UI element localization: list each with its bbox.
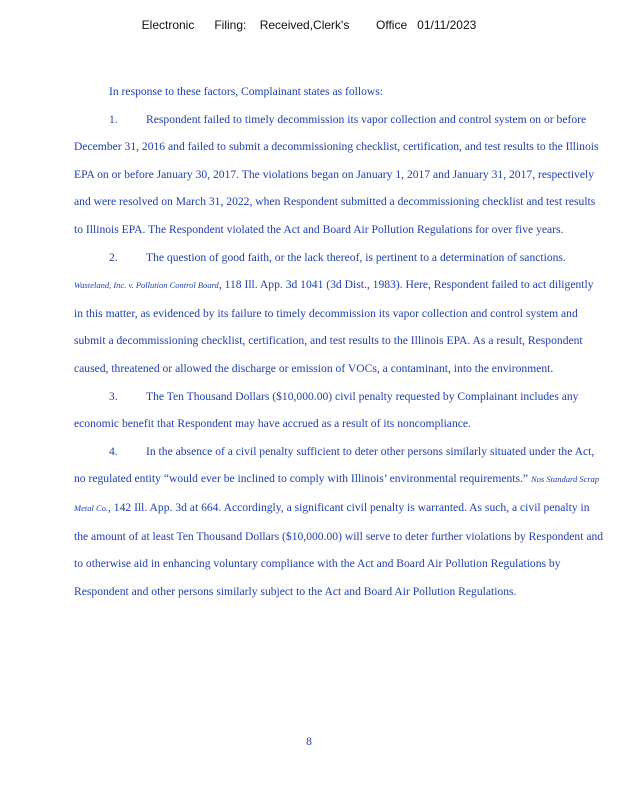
paragraph-4 <box>74 438 604 606</box>
paragraph-number: 2. <box>109 250 118 264</box>
paragraph-1 <box>74 106 604 244</box>
paragraph-3 <box>74 383 604 438</box>
paragraph-text: , 142 Ill. App. 3d at 664. Accordingly, a significant civil penalty is warranted. As such, a civil penalty in the amount of at least Ten Thousand Dollars ($10,000.00) will serve to deter further violations by Respondent and to otherwise aid in enhancing voluntary compliance with the Act and Board Air Pollution Regulations by Respondent and other persons similarly subject to the Act and Board Air Pollution Regulations. <box>74 500 604 598</box>
paragraph-number: 1. <box>109 112 118 126</box>
paragraph-number: 3. <box>109 389 118 403</box>
paragraph-number: 4. <box>109 444 118 458</box>
paragraph-2 <box>74 244 604 383</box>
intro-paragraph: In response to these factors, Complainant states as follows: <box>109 85 384 98</box>
paragraph-text: , 118 Ill. App. 3d 1041 (3d Dist., 1983). Here, Respondent failed to act diligently in this matter, as evidenced by its failure to timely decommission its vapor collection and control system and submit a decommissioning checklist, certification, and test results to the Illinois EPA. As a result, Respondent caused, threatened or allowed the discharge or emission of VOCs, a contaminant, into the environment. <box>74 278 594 375</box>
paragraph-text: Respondent failed to timely decommission its vapor collection and control system on or before December 31, 2016 and failed to submit a decommissioning checklist, certification, and test results to the Illinois EPA on or before January 30, 2017. The violations began on January 1, 2017 and January 31, 2017, respectively and were resolved on March 31, 2022, when Respondent submitted a decommissioning checklist and test results to Illinois EPA. The Respondent violated the Act and Board Air Pollution Regulations for over five years. <box>74 112 599 236</box>
paragraph-text: The Ten Thousand Dollars ($10,000.00) civil penalty requested by Complainant includes any economic benefit that Respondent may have accrued as a result of its noncompliance. <box>74 389 579 431</box>
paragraph-text: In the absence of a civil penalty sufficient to deter other persons similarly situated under the Act, no regulated entity “would ever be inclined to comply with Illinois’ environmental requirements.” <box>74 444 595 486</box>
paragraph-text: The question of good faith, or the lack thereof, is pertinent to a determination of sanctions. <box>146 250 566 264</box>
page-number: 8 <box>306 735 312 748</box>
case-citation: Nos Standard Scrap Metal Co. <box>74 474 600 513</box>
document-body <box>74 78 604 605</box>
filing-header: Electronic Filing: Received,Clerk's Office 01/11/2023 <box>141 18 477 32</box>
case-citation: Wasteland, Inc. v. Pollution Control Board <box>74 280 219 291</box>
